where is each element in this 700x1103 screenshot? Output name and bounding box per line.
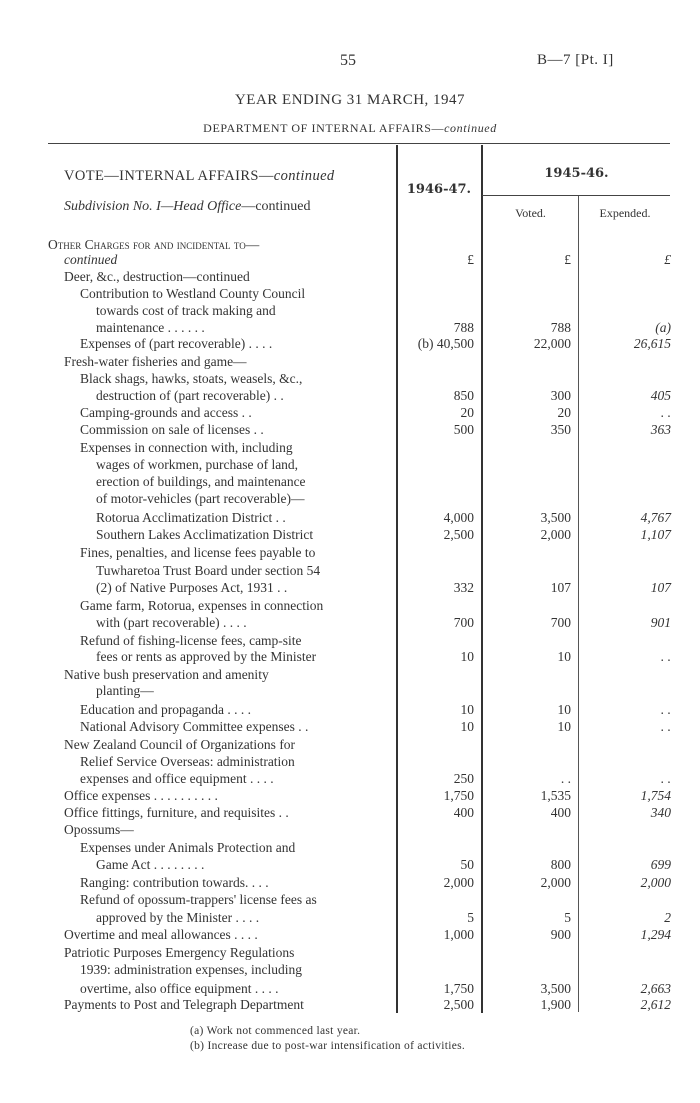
- department-continued: continued: [444, 121, 497, 135]
- vote-title-continued: continued: [273, 168, 335, 184]
- value-1946-47: 10: [460, 702, 474, 717]
- table-row: [0, 237, 700, 253]
- footnote-b: (b) Increase due to post-war intensification of activities.: [190, 1040, 466, 1052]
- value-1946-47: 332: [453, 580, 474, 595]
- row-label: Game farm, Rotorua, expenses in connection: [80, 598, 324, 613]
- row-label: overtime, also office equipment . . . .: [80, 981, 279, 996]
- value-1946-47: 400: [453, 805, 474, 820]
- table-row: [0, 422, 700, 438]
- table-row: [0, 527, 700, 543]
- value-expended: . .: [660, 649, 671, 664]
- row-label: Deer, &c., destruction—continued: [64, 269, 250, 284]
- value-voted: . .: [560, 771, 571, 786]
- table-row: [0, 649, 700, 665]
- table-row: [0, 580, 700, 596]
- table-row: [0, 615, 700, 631]
- value-voted: 10: [557, 719, 571, 734]
- value-expended: 340: [650, 805, 671, 820]
- table-row: [0, 598, 700, 614]
- value-expended: 2: [664, 910, 671, 925]
- row-label: Commission on sale of licenses . .: [80, 422, 264, 437]
- department-heading: [0, 121, 700, 136]
- row-label: of motor-vehicles (part recoverable)—: [96, 491, 305, 506]
- row-label: approved by the Minister . . . .: [96, 910, 260, 925]
- table-row: [0, 667, 700, 683]
- row-label: towards cost of track making and: [96, 303, 276, 318]
- row-label: Southern Lakes Acclimatization District: [96, 527, 314, 542]
- table-row: [0, 997, 700, 1013]
- table-row: [0, 910, 700, 926]
- row-label: wages of workmen, purchase of land,: [96, 457, 299, 472]
- row-label: with (part recoverable) . . . .: [96, 615, 247, 630]
- table-row: [0, 252, 700, 268]
- value-voted: 800: [550, 857, 571, 872]
- row-label: Expenses under Animals Protection and: [80, 840, 296, 855]
- value-voted: 2,000: [540, 875, 571, 890]
- value-voted: 20: [557, 405, 571, 420]
- vote-title: [64, 168, 335, 185]
- value-expended: . .: [660, 405, 671, 420]
- value-1946-47: 2,500: [443, 527, 474, 542]
- table-row: [0, 683, 700, 699]
- table-row: [0, 269, 700, 285]
- row-label: (2) of Native Purposes Act, 1931 . .: [96, 580, 288, 595]
- row-label: Camping-grounds and access . .: [80, 405, 252, 420]
- row-label: continued: [64, 252, 118, 267]
- table-row: [0, 320, 700, 336]
- value-voted: 3,500: [540, 510, 571, 525]
- row-label: 1939: administration expenses, including: [80, 962, 302, 977]
- table-row: [0, 457, 700, 473]
- column-header-expended: Expended.: [599, 206, 651, 220]
- table-row: [0, 945, 700, 961]
- value-voted: 700: [550, 615, 571, 630]
- footnote-a: (a) Work not commenced last year.: [190, 1025, 361, 1037]
- value-1946-47: 700: [453, 615, 474, 630]
- value-expended: 26,615: [633, 336, 671, 351]
- row-label: Relief Service Overseas: administration: [80, 754, 295, 769]
- value-1946-47: 10: [460, 719, 474, 734]
- value-1946-47: 20: [460, 405, 474, 420]
- table-row: [0, 491, 700, 507]
- subdivision-title: [64, 199, 311, 215]
- table-row: [0, 927, 700, 943]
- value-expended: £: [664, 252, 671, 267]
- document-reference: B—7 [Pt. I]: [537, 52, 614, 68]
- table-row: [0, 440, 700, 456]
- row-label: planting—: [96, 683, 154, 698]
- value-voted: 1,535: [540, 788, 571, 803]
- table-row: [0, 875, 700, 891]
- row-label: Overtime and meal allowances . . . .: [64, 927, 258, 942]
- value-expended: 1,754: [640, 788, 671, 803]
- value-1946-47: 50: [460, 857, 474, 872]
- column-header-1945-46: 1945-46.: [544, 166, 609, 181]
- page-number: 55: [340, 52, 356, 69]
- value-1946-47: 5: [467, 910, 474, 925]
- value-expended: . .: [660, 771, 671, 786]
- table-row: [0, 702, 700, 718]
- value-voted: 788: [550, 320, 571, 335]
- row-label: Native bush preservation and amenity: [64, 667, 269, 682]
- table-row: [0, 788, 700, 804]
- table-row: [0, 354, 700, 370]
- value-voted: 5: [564, 910, 571, 925]
- top-rule: [48, 143, 670, 144]
- vote-title-text: VOTE—INTERNAL AFFAIRS—: [64, 168, 274, 184]
- subheader-rule: [482, 195, 670, 196]
- table-row: [0, 510, 700, 526]
- value-1946-47: £: [467, 252, 474, 267]
- row-label: Refund of opossum-trappers' license fees as: [80, 892, 317, 907]
- row-label: Opossums—: [64, 822, 134, 837]
- column-header-voted: Voted.: [515, 206, 546, 220]
- value-voted: 22,000: [533, 336, 571, 351]
- table-row: [0, 371, 700, 387]
- value-expended: 2,612: [640, 997, 671, 1012]
- value-voted: 300: [550, 388, 571, 403]
- value-voted: 900: [550, 927, 571, 942]
- value-1946-47: 500: [453, 422, 474, 437]
- value-1946-47: 2,500: [443, 997, 474, 1012]
- value-expended: 4,767: [640, 510, 671, 525]
- value-expended: 1,107: [640, 527, 671, 542]
- value-expended: 901: [650, 615, 671, 630]
- value-voted: 107: [550, 580, 571, 595]
- value-expended: (a): [655, 320, 671, 335]
- row-label: Refund of fishing-license fees, camp-site: [80, 633, 302, 648]
- row-label: Office fittings, furniture, and requisites . .: [64, 805, 289, 820]
- table-row: [0, 754, 700, 770]
- row-label: erection of buildings, and maintenance: [96, 474, 306, 489]
- row-label: National Advisory Committee expenses . .: [80, 719, 309, 734]
- table-row: [0, 805, 700, 821]
- value-1946-47: 850: [453, 388, 474, 403]
- row-label: Expenses of (part recoverable) . . . .: [80, 336, 273, 351]
- column-header-1946-47: 1946-47.: [406, 182, 472, 197]
- value-expended: 699: [650, 857, 671, 872]
- table-row: [0, 286, 700, 302]
- row-label: Other Charges for and incidental to—: [48, 237, 260, 252]
- value-voted: £: [564, 252, 571, 267]
- table-row: [0, 892, 700, 908]
- value-1946-47: 1,000: [443, 927, 474, 942]
- row-label: Expenses in connection with, including: [80, 440, 293, 455]
- row-label: Ranging: contribution towards. . . .: [80, 875, 269, 890]
- table-row: [0, 563, 700, 579]
- value-1946-47: (b) 40,500: [417, 336, 474, 351]
- row-label: Tuwharetoa Trust Board under section 54: [96, 563, 321, 578]
- value-1946-47: 4,000: [443, 510, 474, 525]
- value-1946-47: 2,000: [443, 875, 474, 890]
- value-expended: 363: [650, 422, 671, 437]
- row-label: Patriotic Purposes Emergency Regulations: [64, 945, 295, 960]
- table-row: [0, 822, 700, 838]
- table-row: [0, 474, 700, 490]
- value-voted: 10: [557, 649, 571, 664]
- value-voted: 350: [550, 422, 571, 437]
- value-expended: 2,663: [640, 981, 671, 996]
- row-label: Rotorua Acclimatization District . .: [96, 510, 286, 525]
- table-row: [0, 981, 700, 997]
- row-label: Payments to Post and Telegraph Department: [64, 997, 304, 1012]
- value-voted: 3,500: [540, 981, 571, 996]
- table-row: [0, 840, 700, 856]
- table-row: [0, 405, 700, 421]
- value-expended: 1,294: [640, 927, 671, 942]
- value-1946-47: 250: [453, 771, 474, 786]
- table-row: [0, 857, 700, 873]
- row-label: Contribution to Westland County Council: [80, 286, 306, 301]
- value-expended: . .: [660, 719, 671, 734]
- table-row: [0, 962, 700, 978]
- row-label: maintenance . . . . . .: [96, 320, 205, 335]
- year-title: YEAR ENDING 31 MARCH, 1947: [234, 92, 466, 108]
- row-label: Fines, penalties, and license fees payable to: [80, 545, 316, 560]
- table-row: [0, 771, 700, 787]
- value-expended: 2,000: [640, 875, 671, 890]
- row-label: destruction of (part recoverable) . .: [96, 388, 284, 403]
- table-row: [0, 303, 700, 319]
- row-label: fees or rents as approved by the Minister: [96, 649, 317, 664]
- value-voted: 400: [550, 805, 571, 820]
- subdivision-text: Subdivision No. I—Head Office: [64, 199, 242, 214]
- table-row: [0, 719, 700, 735]
- row-label: Fresh-water fisheries and game—: [64, 354, 247, 369]
- value-expended: 107: [650, 580, 671, 595]
- subdivision-continued: —continued: [241, 199, 311, 214]
- value-1946-47: 10: [460, 649, 474, 664]
- table-row: [0, 633, 700, 649]
- row-label: expenses and office equipment . . . .: [80, 771, 274, 786]
- value-voted: 1,900: [540, 997, 571, 1012]
- value-expended: 405: [650, 388, 671, 403]
- table-row: [0, 545, 700, 561]
- value-1946-47: 1,750: [443, 981, 474, 996]
- row-label: Office expenses . . . . . . . . . .: [64, 788, 218, 803]
- row-label: Game Act . . . . . . . .: [96, 857, 205, 872]
- row-label: Education and propaganda . . . .: [80, 702, 251, 717]
- row-label: Black shags, hawks, stoats, weasels, &c.,: [80, 371, 303, 386]
- value-1946-47: 1,750: [443, 788, 474, 803]
- value-expended: . .: [660, 702, 671, 717]
- table-row: [0, 388, 700, 404]
- table-row: [0, 737, 700, 753]
- row-label: New Zealand Council of Organizations for: [64, 737, 296, 752]
- department-name: DEPARTMENT OF INTERNAL AFFAIRS—: [203, 121, 445, 135]
- table-row: [0, 336, 700, 352]
- value-voted: 10: [557, 702, 571, 717]
- value-1946-47: 788: [453, 320, 474, 335]
- value-voted: 2,000: [540, 527, 571, 542]
